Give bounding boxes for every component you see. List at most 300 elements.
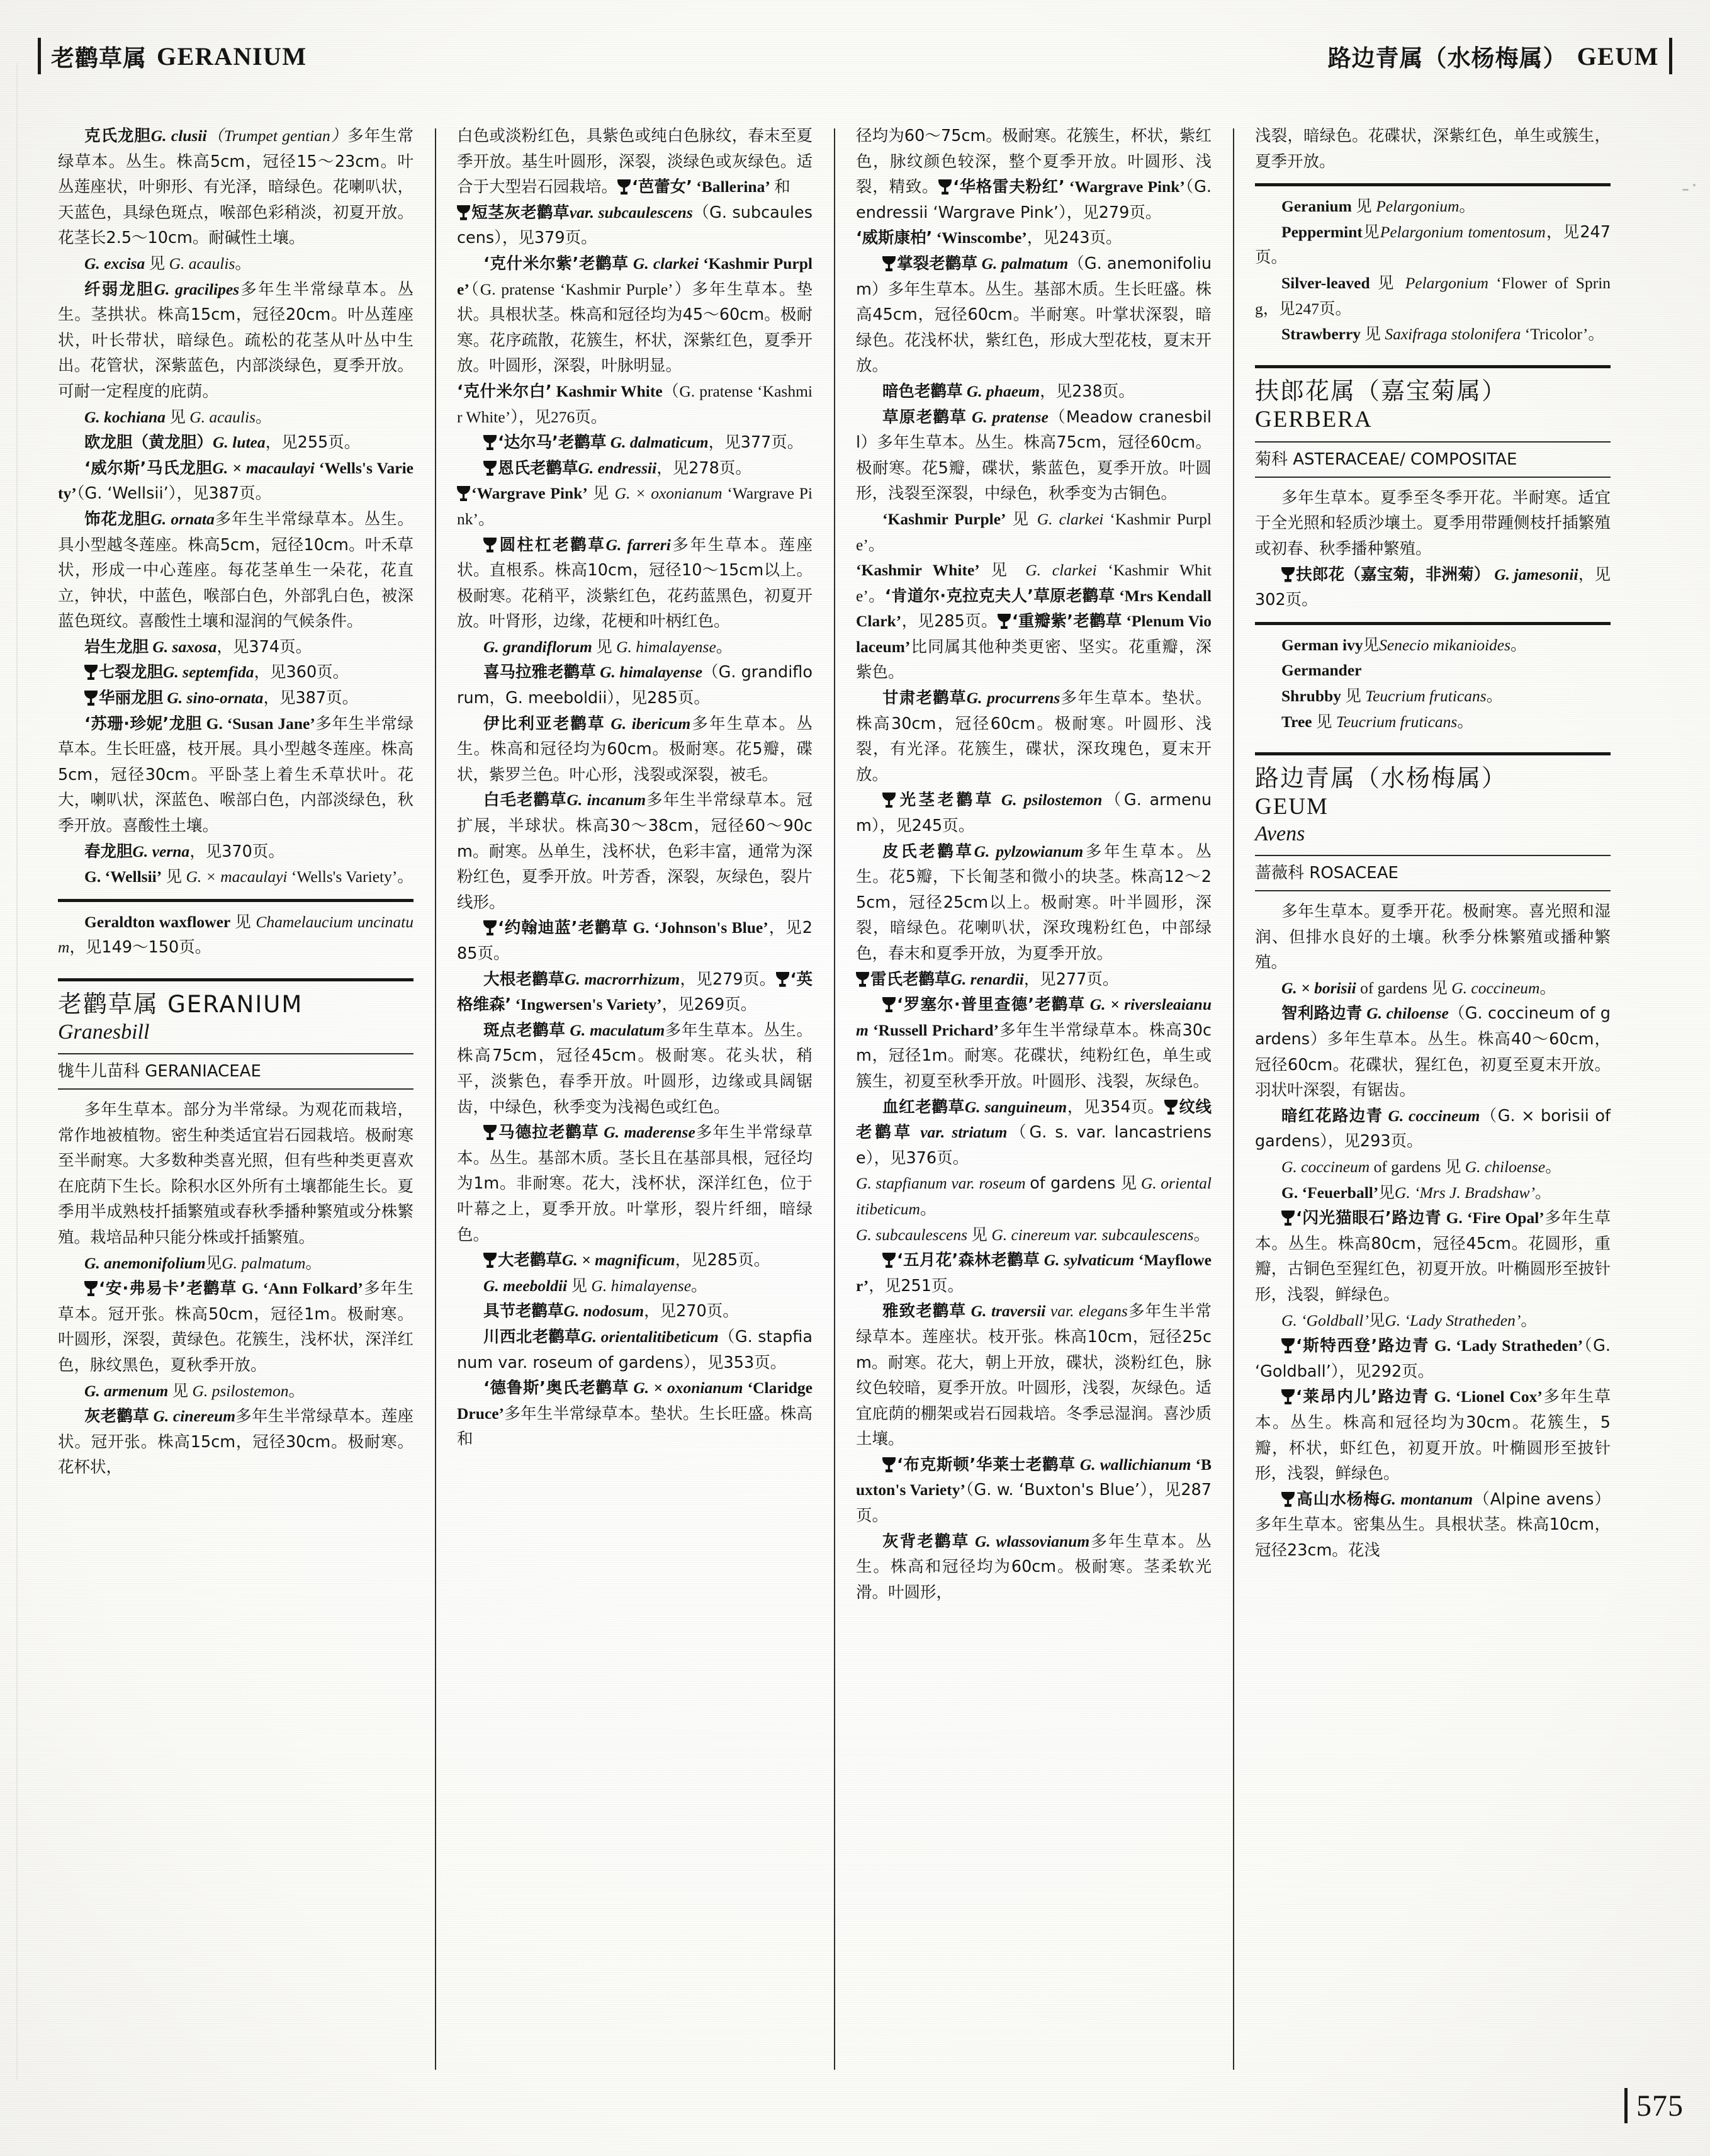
dict-entry	[58, 711, 413, 839]
entry-desc: 浅裂，暗绿色。花碟状，深紫红色，单生或簇生，夏季开放。	[1255, 127, 1611, 171]
dict-entry	[856, 839, 1212, 967]
entry-ref: （G. ‘Wellsii’），见387页。	[76, 484, 272, 504]
entry-name-cn: ‘德鲁斯’奥氏老鹳草	[483, 1379, 629, 1398]
entry-name-cn: ‘克什米尔紫’老鹳草	[483, 254, 629, 273]
entry-target: G. clarkei	[1037, 509, 1104, 528]
entry-synonym: （G. pratense ‘Kashmir White’），见276页。	[457, 381, 813, 426]
entry-name-cn: 血红老鹳草	[882, 1097, 965, 1117]
entry-ref: ，见149～150页。	[69, 938, 211, 957]
entry-name-cn: ‘肯道尔·克拉克夫人’	[884, 586, 1034, 606]
entry-latin: G. clarkei	[633, 254, 699, 273]
entry-ref: ，见269页。	[661, 995, 757, 1015]
entry-ref: ，见278页。	[656, 458, 751, 478]
entry-target: Pelargonium	[1376, 197, 1460, 216]
entry-ref: ，见238页。	[1040, 381, 1135, 401]
entry-name-cn: 甘肃老鹳草	[882, 689, 967, 708]
award-cup-icon	[483, 461, 497, 476]
entry-punct: 。	[716, 637, 733, 657]
entry-punct: 。	[1510, 635, 1527, 655]
dict-entry	[856, 1248, 1212, 1299]
entry-name-cn: 具节老鹳草	[483, 1302, 564, 1321]
entry-english: Silver-leaved	[1281, 273, 1370, 292]
entry-punct: 。	[920, 1199, 937, 1219]
running-head-left-chinese: 老鹳草属	[51, 45, 147, 72]
dict-entry	[1255, 709, 1611, 735]
entry-name-cn: 暗色老鹳草	[882, 381, 963, 401]
award-cup-icon	[483, 920, 497, 935]
genus-intro-text: 多年生草本。夏季至冬季开花。半耐寒。适宜于全光照和轻质沙壤土。夏季用带踵侧枝扦插繁殖或初春、秋季播种繁殖。	[1255, 488, 1611, 558]
dict-entry	[856, 967, 1212, 993]
dict-entry: G. grandiflorum 见 G. himalayense。	[483, 637, 733, 657]
entry-english: Strawberry	[1281, 325, 1361, 344]
entry-name-cn: ‘华格雷夫粉红’	[953, 178, 1065, 197]
continued-paragraph	[1255, 123, 1611, 174]
entry-latin: G. palmatum	[981, 254, 1069, 273]
award-cup-icon	[776, 972, 789, 987]
entry-desc: 多年生半常绿草本。丛生。茎拱状。株高15cm，冠径20cm。叶丛莲座状，叶长带状，暗绿色。疏松的花茎从叶丛中生出。花管状，深紫蓝色，内部淡绿色，夏季开放。可耐一定程度的庇荫。	[58, 279, 413, 401]
conj: 和	[774, 178, 790, 197]
entry-name-cn: 伊比利亚老鹳草	[483, 714, 605, 733]
entry-latin: G. wlassovianum	[975, 1532, 1090, 1550]
entry-latin-2: var. striatum	[920, 1123, 1008, 1142]
entry-punct: 。	[1486, 686, 1503, 706]
entry-ref: ，见247页。	[1255, 222, 1611, 268]
entry-latin: G. anemonifolium	[84, 1253, 206, 1272]
dict-entry	[457, 1375, 813, 1452]
entry-name-cn: 高山水杨梅	[1296, 1489, 1380, 1509]
entry-latin: G. phaeum	[966, 381, 1040, 400]
entry-name-cn: ‘斯特西登’路边青	[1296, 1336, 1430, 1356]
entry-desc: 多年生半常绿草本。垫状。生长旺盛。株高和	[457, 1404, 813, 1449]
entry-common: （Trumpet gentian）	[206, 127, 348, 145]
entry-desc: 多年生草本。丛生。株高和冠径均为60cm。极耐寒。花5瓣，碟状，紫罗兰色。叶心形，浅裂或深裂，被毛。	[457, 714, 813, 784]
family-line-gerbera	[1255, 443, 1611, 477]
entry-latin: G. procurrens	[966, 689, 1060, 708]
entry-latin: G. coccineum	[1281, 1158, 1370, 1177]
entry-desc: （Alpine avens）多年生草本。密集丛生。具根状茎。株高10cm，冠径23cm。花浅	[1255, 1489, 1611, 1560]
see-label: 见	[592, 484, 610, 504]
entry-ref: （G. endressii ‘Wargrave Pink’），见279页。	[856, 178, 1212, 222]
entry-latin: G. ornata	[150, 509, 215, 528]
scan-artifact-dot	[1693, 184, 1696, 186]
entry-name-cn: ‘闪光猫眼石’路边青	[1296, 1209, 1442, 1228]
running-head-rule-right	[1669, 38, 1672, 74]
running-head-rule-left	[38, 38, 41, 74]
entry-desc: 多年生半常绿草本。莲座状。冠开张。株高15cm，冠径30cm。极耐寒。花杯状，	[58, 1407, 413, 1477]
dict-entry	[856, 507, 1212, 558]
dict-entry	[457, 430, 813, 456]
dict-entry	[856, 1095, 1212, 1171]
dict-entry	[457, 1018, 813, 1120]
entry-target: G. psilostemon	[192, 1381, 289, 1400]
dict-entry	[856, 1452, 1212, 1529]
entry-latin: G. armenum	[84, 1381, 169, 1400]
entry-latin: G. × magnificum	[562, 1251, 675, 1270]
entry-ref-2: （G. s. var. lancastriense），见376页。	[856, 1123, 1212, 1168]
dict-entry	[58, 251, 413, 277]
column-rule-1	[413, 123, 457, 2087]
entry-cultivar: ‘Kashmir White’	[856, 561, 980, 580]
dict-entry	[457, 1299, 813, 1324]
column-3	[856, 123, 1212, 2087]
dict-entry	[457, 251, 813, 379]
entry-punct: 。	[1539, 978, 1556, 998]
dict-entry	[58, 1404, 413, 1481]
entry-desc: 白色或淡粉红色，具紫色或纯白色脉纹，春末至夏季开放。基生叶圆形，深裂，淡绿色或灰绿色。适合于大型岩石园栽培。	[457, 127, 813, 197]
dict-entry	[1255, 1384, 1611, 1486]
entry-ref: ，见354页。	[1067, 1097, 1164, 1117]
award-cup-icon	[882, 793, 896, 808]
dict-entry	[58, 430, 413, 456]
entry-ref: ‘Flower of Spring，见247页。	[1255, 273, 1611, 318]
cross-reference-block-1	[1255, 186, 1611, 356]
award-cup-icon	[882, 256, 896, 271]
entry-target: Teucrium fruticans	[1336, 712, 1458, 731]
see-label: 见	[1356, 197, 1372, 217]
entry-latin: G. sino-ornata	[167, 689, 264, 708]
entry-latin: G. ‘Fire Opal’	[1446, 1209, 1544, 1228]
entry-ref: ，见387页。	[263, 689, 359, 708]
see-label: 见	[1377, 273, 1398, 293]
entry-latin: G. himalayense	[600, 663, 703, 682]
scan-edge-line	[16, 63, 18, 2080]
entry-cultivar: ‘Russell Prichard’	[873, 1020, 999, 1039]
dict-entry	[457, 711, 813, 788]
entry-latin: G. grandiflorum	[483, 637, 592, 656]
entry-desc: 多年生半常绿草本。株高30cm，冠径1m。耐寒。花碟状，纯粉红色，单生或簇生，初夏至秋季开放。叶圆形、浅裂，灰绿色。	[856, 1020, 1212, 1091]
entry-target-cultivar: ‘Kashmir Purple’。	[856, 509, 1212, 554]
entry-punct: 。	[288, 1381, 305, 1401]
entry-ref: ，见377页。	[708, 433, 804, 453]
entry-cultivar-2: ‘Mrs Kendall Clark’	[856, 586, 1212, 631]
entry-latin: G. jamesonii	[1494, 565, 1578, 584]
entry-cultivar: ‘Ingwersen's Variety’	[515, 995, 662, 1014]
entry-latin: G. subcaulescens	[856, 1225, 968, 1244]
entry-desc: 多年生常绿草本。丛生。株高5cm，冠径15～23cm。叶丛莲座状，叶卵形、有光泽，暗绿色。花喇叭状，天蓝色，具绿色斑点，喉部色彩稍淡，初夏开放。花茎长2.5～10cm。耐碱性土壤。	[58, 127, 413, 248]
entry-desc: 多年生半常绿草本。生长旺盛，枝开展。具小型越冬莲座。株高5cm，冠径30cm。平卧茎上着生禾草状叶。花大，喇叭状，深蓝色、喉部白色，内部淡绿色，秋季开放。喜酸性土壤。	[58, 714, 414, 836]
dict-entry	[58, 456, 413, 507]
entry-desc: 径均为60～75cm。极耐寒。花簇生，杯状，紫红色，脉纹颜色较深，整个夏季开放。叶圆形、浅裂，精致。	[856, 127, 1212, 197]
dict-entry	[856, 558, 1212, 686]
dict-entry	[1255, 1333, 1611, 1384]
entry-target: G. × macaulayi	[186, 867, 288, 886]
see-label: 见	[1345, 686, 1361, 706]
see-label: of gardens 见	[1360, 978, 1448, 997]
dict-entry	[1255, 1103, 1611, 1154]
dict-entry	[457, 1324, 813, 1375]
entry-latin: G. ‘Johnson's Blue’	[633, 918, 768, 937]
dict-entry	[856, 1171, 1212, 1222]
entry-desc: 比同属其他种类更密、坚实。花重瓣，深紫色。	[856, 637, 1212, 682]
entry-punct: 。	[1535, 1183, 1551, 1202]
entry-cultivar-3: ‘Plenum Violaceum’	[856, 612, 1212, 656]
entry-name-cn: 克氏龙胆	[84, 127, 151, 145]
dict-entry	[856, 787, 1212, 838]
entry-name-cn: ‘安·弗易卡’老鹳草	[99, 1279, 237, 1299]
dict-entry	[1255, 271, 1611, 322]
genus-title	[58, 989, 413, 1019]
entry-ref: ，见285页。	[675, 1251, 770, 1270]
entry-latin: G. clusii	[150, 127, 207, 145]
entry-desc: 多年生半常绿草本。冠扩展，半球状。株高30～38cm，冠径60～90cm。耐寒。丛单生，浅杯状，色彩丰富，通常为深粉红色，夏季开放。叶芳香，深裂，灰绿色，裂片线形。	[457, 791, 813, 912]
entry-name-cn: ‘五月花’森林老鹳草	[897, 1251, 1040, 1270]
entry-name-cn: 智利路边青	[1281, 1004, 1363, 1024]
page-number: 575	[1636, 2089, 1684, 2123]
entry-latin: G. sanguineum	[964, 1097, 1067, 1116]
entry-latin: G. maderense	[604, 1123, 695, 1142]
dict-entry	[1255, 1487, 1611, 1564]
entry-desc: 多年生草本。丛生。株高和冠径均为30cm。花簇生，5瓣，杯状，虾红色，初夏开放。叶椭圆形至披针形，浅裂，鲜绿色。	[1255, 1387, 1611, 1484]
entry-punct: 。	[1193, 1225, 1210, 1244]
entry-latin: G. × riversleaianum	[856, 995, 1212, 1039]
award-cup-icon	[1281, 1211, 1295, 1226]
continued-paragraph	[457, 123, 813, 200]
entry-desc: 多年生草本。丛生。株高80cm，冠径45cm。花圆形，重瓣，古铜色至猩红色，初夏开放。叶椭圆形至披针形，浅裂，鲜绿色。	[1255, 1209, 1611, 1304]
genus-intro-text: 多年生草本。部分为半常绿。为观花而栽培，常作地被植物。密生种类适宜岩石园栽培。极耐寒至半耐寒。大多数种类喜光照，但有些种类更喜欢在庇荫下生长。除积水区外所有土壤都能生长。夏季用半成熟枝扦插繁殖或春秋季播种繁殖或分株繁殖。栽培品种只能分株或扦插繁殖。	[58, 1100, 413, 1247]
entry-cultivar: ‘Wells's Variety’	[58, 458, 413, 503]
dict-entry	[1255, 1205, 1611, 1307]
entry-latin: G. coccineum	[1388, 1106, 1480, 1125]
award-cup-icon	[882, 1457, 896, 1472]
entry-latin: G. stapfianum	[856, 1174, 947, 1193]
dict-entry	[856, 379, 1212, 405]
dict-entry	[58, 405, 413, 431]
see-label: 见	[1364, 325, 1381, 344]
entry-latin: G. × oxonianum	[633, 1379, 743, 1397]
see-label: 见	[1363, 635, 1380, 655]
entry-latin: G. incanum	[566, 791, 646, 810]
entry-desc: 多年生草本。莲座状。直根系。株高10cm，冠径10～15cm以上。极耐寒。花稍平，淡紫红色，花药蓝黑色，初夏开放。叶肾形，边缘，花梗和叶柄红色。	[457, 535, 813, 631]
entry-ref: （G. ‘Goldball’），见292页。	[1255, 1336, 1611, 1381]
entry-name-cn: 皮氏老鹳草	[882, 842, 974, 861]
see-label: 见	[1368, 1311, 1385, 1330]
dict-entry	[457, 967, 813, 1018]
dict-entry	[1255, 684, 1611, 709]
entry-cultivar: ‘Kashmir Purple’	[457, 254, 813, 298]
entry-target-cultivar: ‘Wells's Variety’。	[291, 867, 413, 886]
entry-latin: G. orientalitibeticum	[581, 1327, 719, 1346]
entry-ref: ‘Tricolor’。	[1524, 325, 1604, 344]
entry-name-cn: 扶郎花（嘉宝菊，非洲菊）	[1296, 565, 1490, 584]
entry-punct: 。	[256, 407, 272, 427]
entry-desc: 多年生草本。冠开张。株高50cm，冠径1m。极耐寒。叶圆形，深裂，黄绿色。花簇生，浅杯状，深洋红色，脉纹黑色，夏秋季开放。	[58, 1279, 413, 1375]
dict-entry	[457, 1120, 813, 1248]
entry-name-cn: ‘达尔马’老鹳草	[498, 433, 607, 453]
see-label: 见	[166, 867, 183, 887]
entry-desc: （G. coccineum of gardens）多年生草本。丛生。株高40～60cm，冠径60cm。花碟状，猩红色，初夏至夏末开放。羽状叶深裂，有锯齿。	[1255, 1004, 1611, 1100]
dict-entry	[58, 635, 413, 660]
entry-name-cn: 喜马拉雅老鹳草	[483, 663, 596, 682]
entry-target-cultivar: ‘Wargrave Pink’。	[457, 484, 813, 528]
dict-entry	[856, 405, 1212, 507]
dict-entry	[1255, 194, 1611, 220]
award-cup-icon	[617, 179, 631, 195]
entry-name-cn: 掌裂老鹳草	[897, 254, 978, 273]
entry-name-cn: 纤弱龙胆	[84, 279, 154, 299]
entry-name-cn: 华丽龙胆	[99, 689, 164, 708]
entry-punct: 。	[235, 254, 251, 273]
dict-entry: G. meeboldii 见 G. himalayense。	[483, 1276, 707, 1295]
see-label: 见	[1362, 222, 1380, 242]
entry-cultivar: Kashmir White	[556, 381, 663, 400]
entry-punct: 。	[1545, 1158, 1561, 1177]
award-cup-icon	[84, 691, 98, 706]
award-cup-icon	[483, 538, 497, 553]
running-head-right-latin: GEUM	[1577, 42, 1659, 71]
entry-desc: 多年生草本。丛生。株高和冠径均为60cm。极耐寒。茎柔软光滑。叶圆形，	[856, 1532, 1212, 1602]
entry-ref: （G. grandiflorum，G. meeboldii），见285页。	[457, 663, 813, 708]
entry-latin: G. kochiana	[84, 407, 166, 426]
entry-ref: （G. subcaulescens），见379页。	[457, 203, 813, 248]
genus-intro	[1255, 899, 1611, 976]
dict-entry	[457, 915, 813, 966]
entry-latin: G. dalmaticum	[610, 433, 709, 452]
entry-cultivar: ‘Claridge Druce’	[457, 1379, 813, 1423]
entry-punct: 。	[1459, 197, 1475, 217]
dict-entry	[856, 686, 1212, 787]
entry-target: G. acaulis	[169, 254, 235, 273]
entry-latin: G. × macaulayi	[212, 458, 315, 477]
award-cup-icon	[998, 614, 1011, 629]
dict-entry	[856, 992, 1212, 1094]
running-head-left	[38, 38, 307, 74]
page-folio	[1624, 2088, 1684, 2123]
entry-ref: ，见285页。	[901, 612, 998, 631]
entry-desc: （G. anemonifolium）多年生草本。丛生。基部木质。生长旺盛。株高45cm，冠径60cm。半耐寒。叶掌状深裂，暗绿色。花浅杯状，紫红色，形成大型花枝，夏末开放。	[856, 254, 1212, 376]
running-head-right	[1328, 38, 1672, 74]
entry-name-cn: 大根老鹳草	[483, 969, 565, 989]
entry-punct: 。	[305, 1253, 322, 1273]
entry-name-cn: 春龙胆	[84, 842, 133, 861]
family-name: 牻牛儿苗科 GERANIACEAE	[58, 1062, 261, 1081]
entry-desc: 多年生半常绿草本。莲座状。枝开张。株高10cm，冠径25cm。耐寒。花大，朝上开放，碟状，淡粉红色，脉纹色较暗，夏季开放。叶圆形，浅裂，灰绿色。适宜庇荫的棚架或岩石园栽培。冬季忌湿润。喜沙质土壤。	[856, 1302, 1212, 1449]
entry-target: G. ‘Mrs J. Bradshaw’	[1394, 1183, 1536, 1202]
entry-name-cn: ‘约翰迪蓝’老鹳草	[498, 918, 629, 938]
dict-entry	[457, 787, 813, 915]
see-label: 见	[169, 407, 186, 427]
entry-target: G. acaulis	[189, 407, 256, 426]
entry-latin: G. × borisii	[1281, 978, 1356, 997]
entry-name-cn: 短茎灰老鹳草	[471, 203, 570, 222]
dict-entry	[1255, 1308, 1611, 1334]
entry-name-cn: 光茎老鹳草	[897, 791, 994, 810]
genus-title-chinese: 扶郎花属（嘉宝菊属）	[1255, 376, 1507, 405]
genus-intro	[1255, 485, 1611, 562]
entry-latin: G. pratense	[972, 407, 1049, 426]
dict-entry	[1255, 976, 1611, 1002]
dict-entry	[58, 507, 413, 635]
entry-target: G. cinereum	[991, 1225, 1071, 1244]
award-cup-icon	[882, 997, 896, 1012]
column-2	[457, 123, 813, 2087]
entry-punct: 。	[1521, 1311, 1537, 1330]
entry-name-cn-2: 草原老鹳草	[1033, 586, 1115, 606]
entry-name-cn: 雅致老鹳草	[882, 1302, 967, 1321]
award-cup-icon	[1281, 1389, 1295, 1404]
entry-latin: G. montanum	[1380, 1489, 1473, 1508]
dict-entry	[1255, 220, 1611, 271]
family-name: 蔷薇科 ROSACEAE	[1255, 864, 1398, 883]
entry-synonym: （G. pratense ‘Kashmir Purple’）	[469, 279, 692, 298]
genus-heading-geum	[1255, 755, 1611, 855]
entry-name-cn: ‘苏珊·珍妮’龙胆	[84, 714, 202, 733]
entry-name-cn: 岩生龙胆	[84, 637, 149, 657]
dict-entry: G. anemonifolium见G. palmatum。	[84, 1253, 322, 1273]
entry-ref: ，见285页。	[457, 918, 813, 963]
cross-reference-block	[58, 902, 413, 969]
dict-entry	[1255, 1154, 1611, 1180]
entry-english: German ivy	[1281, 635, 1363, 654]
column-rule-2	[813, 123, 856, 2087]
entry-latin: G. renardii	[950, 969, 1024, 988]
entry-latin: G. psilostemon	[1001, 791, 1103, 810]
entry-ref: ，见270页。	[644, 1302, 739, 1321]
entry-cultivar: ‘Mayflower’	[856, 1251, 1212, 1295]
genus-intro-text: 多年生草本。夏季开花。极耐寒。喜光照和湿润、但排水良好的土壤。秋季分株繁殖或播种繁殖。	[1255, 902, 1611, 973]
entry-name-cn: 七裂龙胆	[99, 663, 164, 682]
entry-name-cn-2: 纹线老鹳草	[856, 1097, 1212, 1143]
entry-latin: G. chiloense	[1366, 1004, 1449, 1023]
entry-variety: var. elegans	[1050, 1302, 1128, 1321]
entry-target: Pelargonium	[1405, 273, 1488, 292]
entry-latin: G. cinereum	[153, 1407, 236, 1426]
dict-entry	[457, 1248, 813, 1273]
entry-name-cn: 马德拉老鹳草	[498, 1123, 599, 1143]
running-head-left-latin: GERANIUM	[157, 42, 307, 71]
entry-cultivar: ‘Wargrave Pink’	[471, 484, 588, 503]
entry-target: Chamelaucium uncinatum	[58, 912, 413, 957]
see-label: 见	[235, 912, 252, 932]
entry-target-cultivar: ‘Kashmir White’。	[856, 561, 1212, 605]
see-label: 见	[1378, 1183, 1395, 1202]
entry-latin: G. maculatum	[570, 1020, 665, 1039]
entry-name-cn: ‘克什米尔白’	[457, 381, 552, 401]
dict-entry	[58, 686, 413, 711]
entry-latin: G. farreri	[605, 535, 671, 554]
entry-name-cn: 草原老鹳草	[882, 407, 967, 427]
entry-name-cn: ‘英格维森’	[457, 969, 813, 1015]
award-cup-icon	[483, 1253, 497, 1268]
dict-entry	[1255, 322, 1611, 347]
see-label: of gardens 见	[1030, 1174, 1137, 1194]
entry-desc: 多年生草本。垫状。株高30cm，冠径60cm。极耐寒。叶圆形、浅裂，有光泽。花簇生，碟状，深玫瑰色，夏末开放。	[856, 689, 1212, 784]
entry-ref: ，见302页。	[1255, 565, 1611, 610]
dict-entry	[58, 1379, 413, 1404]
see-label: 见	[1012, 509, 1031, 529]
genus-title-latin: GERBERA	[1255, 406, 1373, 432]
entry-desc: 多年生草本。丛生。株高75cm，冠径45cm。极耐寒。花头状，稍平，淡紫色，春季开放。叶圆形，边缘或具阔锯齿，中绿色，秋季变为浅褐色或红色。	[457, 1020, 813, 1117]
entry-ref: ，见243页。	[1027, 229, 1122, 248]
dict-entry	[58, 1276, 413, 1378]
award-cup-icon	[938, 179, 952, 195]
entry-latin: G. macrorrhizum	[564, 969, 680, 988]
entry-name-cn: 灰老鹳草	[84, 1407, 149, 1426]
award-cup-icon	[457, 486, 470, 501]
dict-entry	[58, 660, 413, 686]
entry-latin: G. verna	[132, 842, 190, 861]
entry-ref: ，见277页。	[1023, 969, 1119, 989]
entry-english: Germander	[1281, 661, 1362, 680]
entry-name-cn-3: ‘重瓣紫’老鹳草	[1011, 612, 1122, 631]
dict-entry	[58, 123, 413, 251]
award-cup-icon	[84, 665, 98, 680]
entry-name-cn: 白毛老鹳草	[483, 791, 567, 810]
entry-latin: G. meeboldii	[483, 1276, 568, 1295]
entry-desc: 多年生草本。垫状。具根状茎。株高和冠径均为45～60cm。极耐寒。花序疏散，花簇生，杯状，深紫红色，夏季开放。叶圆形，深裂，叶脉明显。	[457, 279, 813, 376]
entry-target: G. clarkei	[1025, 561, 1097, 580]
entry-desc: （Meadow cranesbill）多年生草本。丛生。株高75cm，冠径60cm。极耐寒。花5瓣，碟状，紫蓝色，夏季开放。叶圆形，浅裂至深裂，中绿色，秋季变为古铜色。	[856, 407, 1212, 504]
entry-cultivar: ‘Buxton's Variety’	[856, 1455, 1212, 1499]
